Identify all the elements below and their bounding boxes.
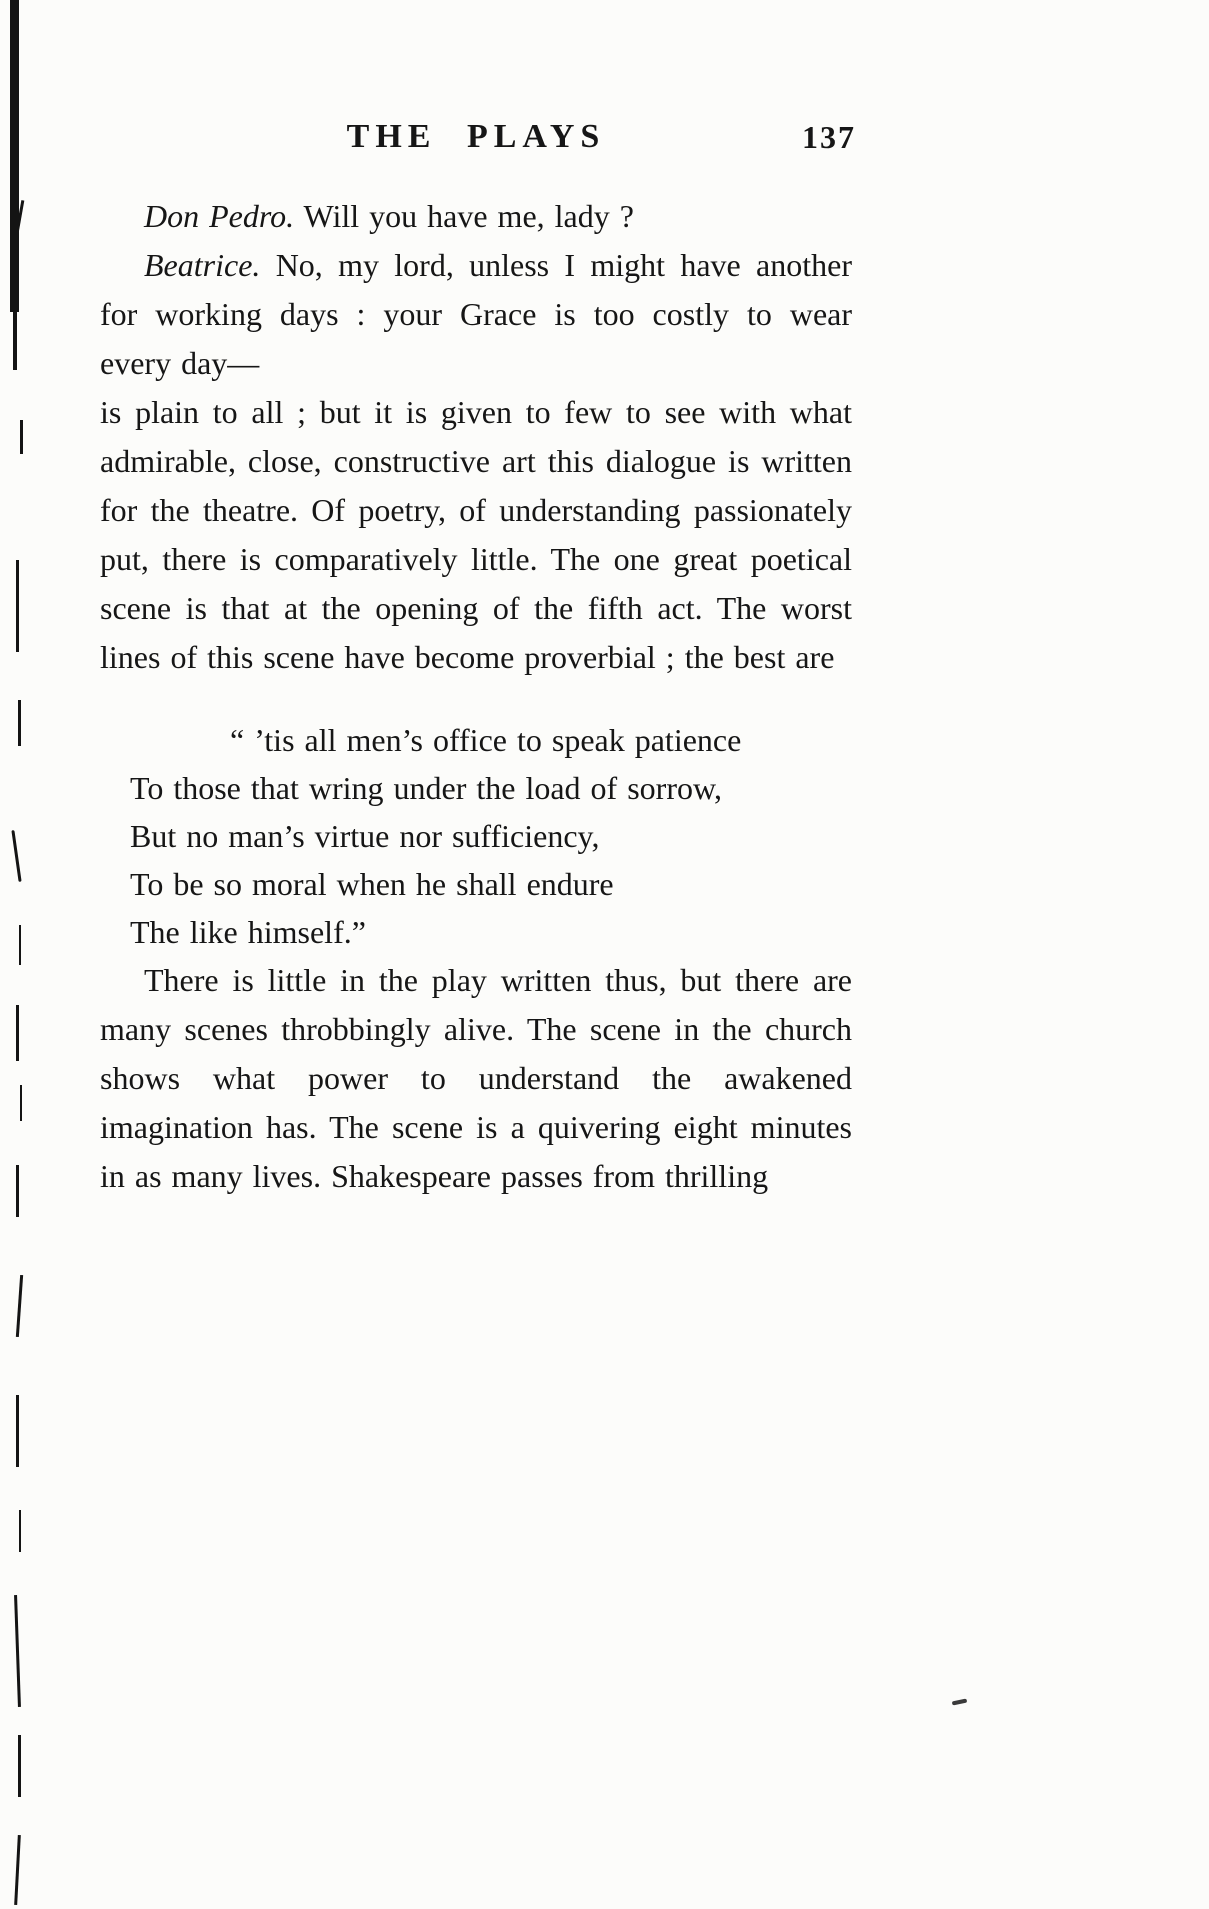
scan-artifact xyxy=(16,1165,19,1217)
page-number: 137 xyxy=(802,119,856,155)
scan-artifact xyxy=(952,1698,968,1705)
scan-artifact xyxy=(11,830,21,882)
page xyxy=(100,118,856,1201)
page-body xyxy=(100,192,852,1201)
scan-artifact xyxy=(14,1595,21,1707)
verse-line: To those that wring under the load of sorrow, xyxy=(130,770,722,806)
commentary-paragraph: is plain to all ; but it is given to few to see with what admirable, close, constructive art this dialogue is written for the theatre. Of poetry, of understanding passionately put, there is comparatively little. The one great poetical scene is that at the opening of the fifth act. The worst lines of this scene have become proverbial ; the best are xyxy=(100,394,852,675)
speaker-name: Don Pedro. xyxy=(144,198,295,234)
verse-line: To be so moral when he shall endure xyxy=(130,866,614,902)
verse-line: But no man’s virtue nor sufficiency, xyxy=(130,818,600,854)
scan-artifact xyxy=(14,1835,21,1905)
scan-artifact xyxy=(16,1395,19,1467)
scan-artifact xyxy=(18,1735,21,1797)
scan-artifact xyxy=(19,925,21,965)
scan-artifact xyxy=(16,1275,23,1337)
verse-line: The like himself.” xyxy=(130,914,366,950)
page-header xyxy=(100,118,856,170)
dialogue-text: Will you have me, lady ? xyxy=(294,198,634,234)
scan-artifact xyxy=(16,560,19,652)
commentary-paragraph: There is little in the play written thus, but there are many scenes throbbingly alive. The scene in the church shows what power to understand the awakened imagination has. The scene is a quivering eight minutes in as many lives. Shakespeare passes from thrilling xyxy=(100,962,852,1194)
verse-line: “ ’tis all men’s office to speak patience xyxy=(230,722,742,758)
scan-artifact xyxy=(19,1510,21,1552)
scan-binding-bar xyxy=(10,0,19,312)
scan-artifact xyxy=(18,700,21,746)
speaker-name: Beatrice. xyxy=(144,247,261,283)
scan-artifact xyxy=(20,420,23,454)
scan-artifact xyxy=(16,1005,19,1061)
dialogue-text: No, my lord, unless I might have another for working days : your Grace is too costly to wear every day— xyxy=(100,247,852,381)
scan-binding-bar-tail xyxy=(13,312,17,370)
dialogue-line xyxy=(100,192,852,241)
running-title: THE PLAYS xyxy=(346,118,606,155)
verse-quotation xyxy=(130,716,852,956)
scan-artifact xyxy=(20,1085,22,1121)
dialogue-line xyxy=(100,241,852,388)
